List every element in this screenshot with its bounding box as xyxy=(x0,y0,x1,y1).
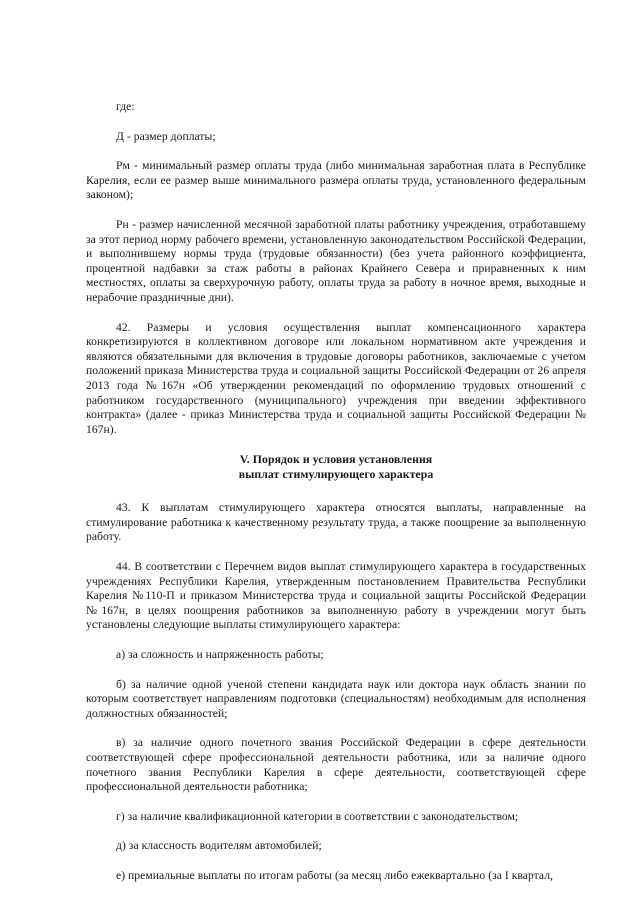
paragraph-43: 43. К выплатам стимулирующего характера относятся выплаты, направленные на стимулирование работника к качественному результату труда, а также поощрение за выполненную работу. xyxy=(86,501,586,544)
paragraph-44: 44. В соответствии с Перечнем видов выплат стимулирующего характера в государственных учреждениях Республики Карелия, утвержденным постановлением Правительства Республики Карелия №110-П и приказом Министерства труда и социальной защиты Российской Федерации №167н, в целях поощрения работников за выполненную работу в учреждении могут быть установлены следующие выплаты стимулирующего характера: xyxy=(86,560,586,632)
list-item-a: а) за сложность и напряженность работы; xyxy=(116,648,324,662)
definition-rm: Рм - минимальный размер оплаты труда (либо минимальная заработная плата в Республике Карелия, если ее размер выше минимального размера оплаты труда, установленного федеральным законом); xyxy=(86,159,586,202)
where-label: где: xyxy=(116,100,135,113)
document-page xyxy=(86,100,586,899)
section-heading-line-2: выплат стимулирующего характера xyxy=(238,467,434,482)
list-item-d: д) за классность водителям автомобилей; xyxy=(116,839,322,853)
list-item-v: в) за наличие одного почетного звания Российской Федерации в сфере деятельности соответствующей сфере профессиональной деятельности работника, или за наличие одного почетного звания Республики Карелия в сфере деятельности, соответствующей сфере профессиональной деятельности работника; xyxy=(86,736,586,794)
list-item-b: б) за наличие одной ученой степени кандидата наук или доктора наук область знании по которым соответствует направлениям подготовки (специальностям) необходимым для исполнения должностных обязанностей; xyxy=(86,677,586,720)
list-item-e: е) премиальные выплаты по итогам работы (за месяц либо ежеквартально (за I квартал, xyxy=(116,868,554,882)
definition-rn: Рн - размер начисленной месячной заработной платы работнику учреждения, отработавшему за этот период норму рабочего времени, установленную законодательством Российской Федерации, и выполнившему нормы труда (трудовые обязанности) (без учета районного коэффициента, процентной надбавки за стаж работы в районах Крайнего Севера и приравненных к ним местностях, оплаты за сверхурочную работу, оплаты труда за работу в ночное время, выходные и нерабочие праздничные дни). xyxy=(86,217,586,304)
list-item-g: г) за наличие квалификационной категории в соответствии с законодательством; xyxy=(116,809,519,823)
section-heading-line-1: V. Порядок и условия установления xyxy=(239,452,433,467)
paragraph-42: 42. Размеры и условия осуществления выплат компенсационного характера конкретизируются в коллективном договоре или локальном нормативном акте учреждения и являются обязательными для включения в трудовые договоры работников, заключаемые с учетом положений приказа Министерства труда и социальной защиты Российской Федерации от 26 апреля 2013 года №167н «Об утверждении рекомендаций по оформлению трудовых отношений с работником государственного (муниципального) учреждения при введении эффективного контракта» (далее - приказ Министерства труда и социальной защиты Российской Федерации № 167н). xyxy=(86,320,586,436)
definition-d: Д - размер доплаты; xyxy=(116,129,216,143)
section-heading xyxy=(86,452,586,482)
